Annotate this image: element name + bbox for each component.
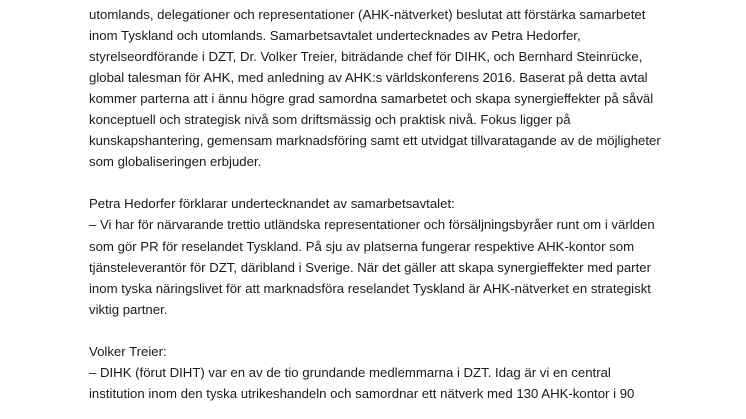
text-line: – DIHK (förut DIHT) var en av de tio grundande medlemmarna i DZT. Idag är vi en central: [89, 364, 611, 380]
paragraph-spacer: [89, 320, 689, 341]
paragraph-spacer: [89, 172, 689, 193]
text-line: institution inom den tyska utrikeshandeln och samordnar ett nätverk med 130 AHK-kontor i 90: [89, 385, 635, 401]
document-body: [89, 4, 689, 404]
text-line: inom Tyskland och utomlands. Samarbetsavtalet undertecknades av Petra Hedorfer,: [89, 28, 581, 44]
text-line: som globaliseringen erbjuder.: [89, 154, 262, 170]
text-line: kunskapshantering, gemensam marknadsföring samt ett utvidgat tillvaratagande av de möjligheter: [89, 133, 661, 149]
text-line: utomlands, delegationer och representationer (AHK-nätverket) beslutat att förstärka samarbetet: [89, 7, 646, 22]
text-line: som gör PR för reselandet Tyskland. På sju av platserna fungerar respektive AHK-kontor som: [89, 238, 635, 254]
text-line: tjänsteleverantör för DZT, däribland i Sverige. När det gäller att skapa synergieffekter med parter: [89, 259, 651, 275]
text-line: styrelseordförande i DZT, Dr. Volker Treier, biträdande chef för DIHK, och Bernhard Steinrücke,: [89, 49, 643, 65]
paragraph-hedorfer-quote: [89, 193, 689, 319]
text-line: viktig partner.: [89, 301, 168, 317]
text-line: global talesman för AHK, med anledning av AHK:s världskonferens 2016. Baserat på detta avtal: [89, 70, 648, 86]
text-line: Volker Treier:: [89, 343, 167, 359]
text-line: Petra Hedorfer förklarar undertecknandet av samarbetsavtalet:: [89, 196, 455, 212]
text-line: kommer parterna att i ännu högre grad samordna samarbetet och skapa synergieffekter på såväl: [89, 91, 654, 107]
paragraph-treier-quote: [89, 341, 689, 404]
text-line: konceptuell och strategisk nivå som driftsmässig och praktisk nivå. Fokus ligger på: [89, 112, 571, 128]
text-line: inom tyska näringslivet för att marknadsföra reselandet Tyskland är AHK-nätverket en strategiskt: [89, 280, 651, 296]
text-line: – Vi har för närvarande trettio utländska representationer och försäljningsbyråer runt om i världen: [89, 217, 655, 233]
paragraph-cooperation-agreement: [89, 4, 689, 172]
